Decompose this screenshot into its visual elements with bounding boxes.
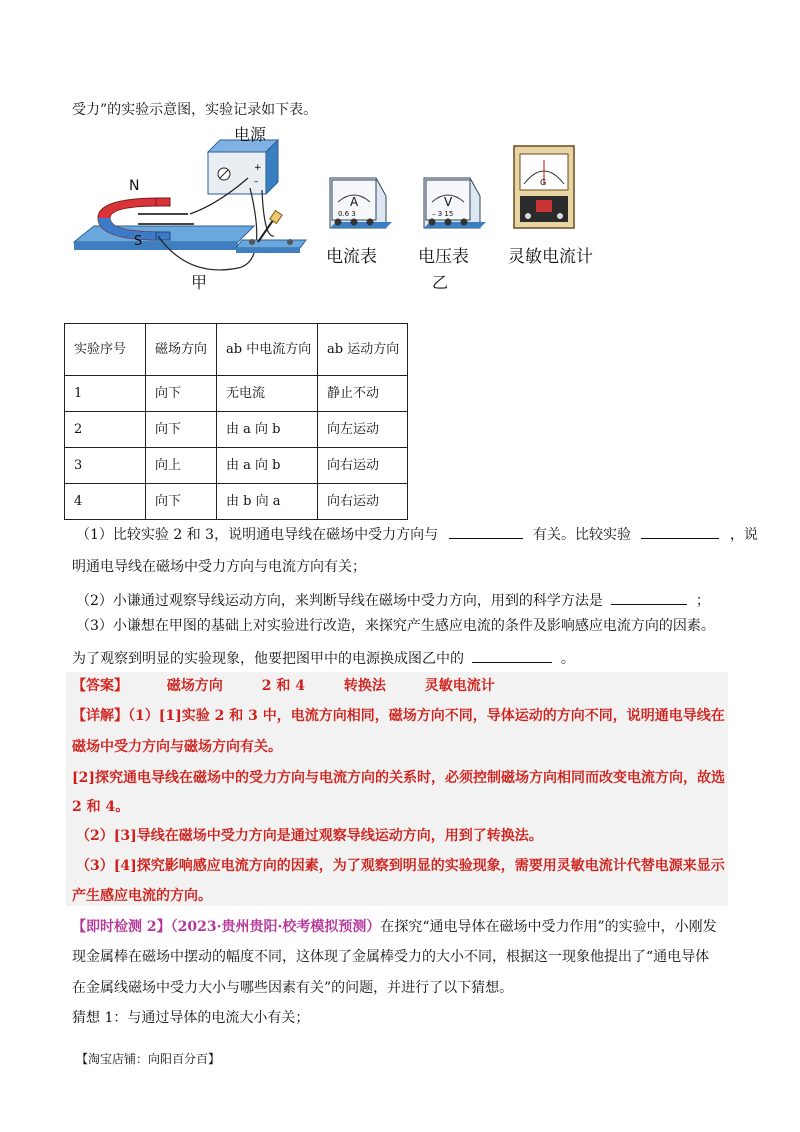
answer-label: 【答案】	[72, 678, 128, 694]
next-question-line-1	[72, 917, 717, 937]
table-cell: 由 a 向 b	[217, 448, 318, 484]
question-2-text: （2）小谦通过观察导线运动方向，来判断导线在磁场中受力方向，用到的科学方法是	[76, 593, 603, 609]
question-3-text: 为了观察到明显的实验现象，他要把图甲中的电源换成图乙中的	[72, 651, 464, 667]
apparatus-illustration	[68, 118, 628, 298]
table-cell: 由 a 向 b	[217, 412, 318, 448]
answer-item: 磁场方向	[166, 678, 223, 694]
figure-jia-label: 甲	[191, 273, 208, 292]
table-cell: 向上	[146, 448, 217, 484]
answer-blank-4[interactable]	[472, 648, 552, 663]
ammeter-ticks: 0.6 3	[338, 210, 356, 218]
table-header-cell: ab 运动方向	[318, 324, 408, 376]
footer-shop-label: 【淘宝店铺：向阳百分百】	[76, 1052, 221, 1066]
ammeter-illustration	[330, 178, 392, 228]
figure-yi-label: 乙	[432, 273, 449, 292]
table-cell: 由 b 向 a	[217, 484, 318, 520]
voltmeter-ticks: – 3 15	[432, 210, 454, 218]
svg-text:–: –	[254, 177, 259, 187]
table-row	[65, 376, 408, 412]
table-cell: 向下	[146, 412, 217, 448]
table-cell: 4	[65, 484, 146, 520]
power-supply-label: 电源	[234, 125, 267, 144]
table-cell: 无电流	[217, 376, 318, 412]
voltmeter-label: 电压表	[418, 247, 469, 267]
table-header-cell: 实验序号	[65, 324, 146, 376]
magnet-south-label: S	[134, 234, 143, 249]
answer-blank-3[interactable]	[611, 590, 687, 605]
table-cell: 向左运动	[318, 412, 408, 448]
answer-item: 灵敏电流计	[424, 678, 495, 694]
question-tag: 【即时检测 2】	[72, 919, 171, 935]
question-3-line-2	[72, 648, 575, 669]
next-question-line-2: 现金属棒在磁场中摆动的幅度不同，这体现了金属棒受力的大小不同，根据这一现象他提出了“通电导体	[72, 949, 710, 965]
guess-1: 猜想 1：与通过导体的电流大小有关；	[72, 1010, 310, 1026]
detail-line: （3）[4]探究影响感应电流方向的因素，为了观察到明显的实验现象，需要用灵敏电流计代替电源来显示	[76, 858, 725, 874]
question-1-text-b: 有关。比较实验	[532, 527, 631, 543]
table-header-cell: 磁场方向	[146, 324, 217, 376]
table-header-cell: ab 中电流方向	[217, 324, 318, 376]
answer-item: 转换法	[343, 678, 386, 694]
voltmeter-illustration	[424, 178, 486, 228]
detail-line: [2]探究通电导线在磁场中的受力方向与电流方向的关系时，必须控制磁场方向相同而改变电流方向，故选	[72, 770, 725, 786]
answer-blank-1[interactable]	[449, 524, 523, 539]
answer-blank-2[interactable]	[641, 524, 719, 539]
question-2-line	[76, 590, 710, 611]
question-1-line-2: 明通电导线在磁场中受力方向与电流方向有关；	[72, 559, 366, 575]
table-cell: 静止不动	[318, 376, 408, 412]
question-text: 在探究“通电导体在磁场中受力作用”的实验中，小刚发	[380, 919, 717, 935]
table-header-row	[65, 324, 408, 376]
table-cell: 2	[65, 412, 146, 448]
galvanometer-letter: G	[540, 178, 547, 187]
table-cell: 1	[65, 376, 146, 412]
experiment-figure	[68, 118, 628, 302]
detail-line: （2）[3]导线在磁场中受力方向是通过观察导线运动方向，用到了转换法。	[76, 828, 543, 844]
galvanometer-label: 灵敏电流计	[508, 247, 593, 267]
detail-line: 磁场中受力方向与磁场方向有关。	[72, 739, 282, 755]
intro-text: 受力”的实验示意图，实验记录如下表。	[72, 102, 318, 118]
question-3-line-1: （3）小谦想在甲图的基础上对实验进行改造，来探究产生感应电流的条件及影响感应电流方向的因素。	[76, 618, 715, 634]
detail-line: 【详解】（1）[1]实验 2 和 3 中，电流方向相同，磁场方向不同，导体运动的方向不同，说明通电导线在	[72, 708, 725, 724]
experiment-table	[64, 323, 408, 520]
answer-line	[72, 676, 495, 696]
table-cell: 3	[65, 448, 146, 484]
table-row	[65, 412, 408, 448]
table-cell: 向右运动	[318, 484, 408, 520]
galvanometer-illustration	[514, 146, 574, 228]
table-row	[65, 484, 408, 520]
question-source: （2023·贵州贵阳·校考模拟预测）	[170, 919, 381, 935]
ammeter-letter: A	[350, 195, 359, 209]
table-cell: 向右运动	[318, 448, 408, 484]
voltmeter-letter: V	[444, 195, 453, 209]
ammeter-label: 电流表	[326, 247, 377, 267]
question-1-text-c: ，说	[729, 527, 758, 543]
table-cell: 向下	[146, 376, 217, 412]
next-question-line-3: 在金属线磁场中受力大小与哪些因素有关”的问题，并进行了以下猜想。	[72, 980, 514, 996]
detail-line: 2 和 4。	[72, 799, 130, 815]
answer-item: 2 和 4	[261, 678, 305, 694]
question-3-end: 。	[560, 651, 575, 667]
table-row	[65, 448, 408, 484]
question-1-text: （1）比较实验 2 和 3，说明通电导线在磁场中受力方向与	[76, 527, 439, 543]
question-1-line-1	[76, 524, 758, 545]
table-cell: 向下	[146, 484, 217, 520]
svg-text:+: +	[254, 163, 262, 173]
detail-line: 产生感应电流的方向。	[72, 888, 212, 904]
magnet-north-label: N	[129, 178, 140, 194]
question-2-end: ；	[695, 593, 710, 609]
